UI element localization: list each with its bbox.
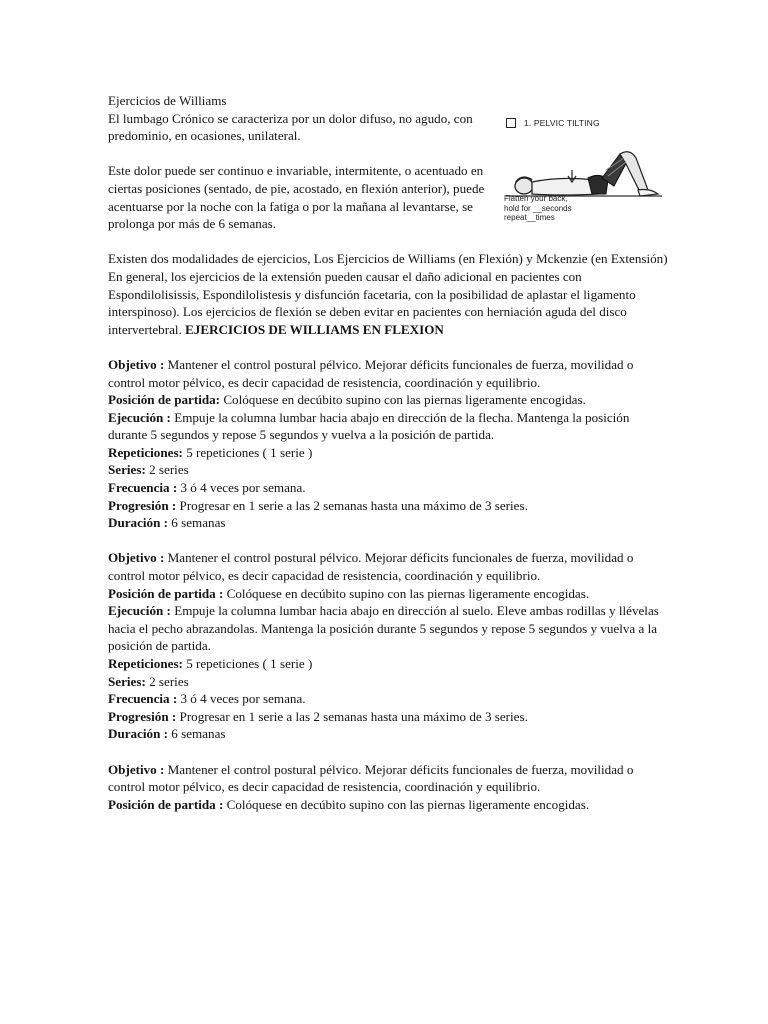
frecuencia-line: Frecuencia : 3 ó 4 veces por semana. bbox=[108, 480, 306, 496]
posicion-line: Posición de partida: Colóquese en decúbito supino con las piernas ligeramente encogidas. bbox=[108, 392, 586, 408]
frecuencia-line: Frecuencia : 3 ó 4 veces por semana. bbox=[108, 691, 306, 707]
objetivo-line: Objetivo : Mantener el control postural pélvico. Mejorar déficits funcionales de fuerza, movilidad o control motor pélvico, es decir capacidad de resistencia, coordinación y equilibrio. bbox=[108, 550, 634, 584]
ejecucion-line: Ejecución : Empuje la columna lumbar hacia abajo en dirección al suelo. Eleve ambas rodillas y llévelas hacia el pecho abrazandolas. Mantenga la posición durante 5 segundos y repose 5 segundos y vuelva a la posición de partida. bbox=[108, 603, 659, 654]
posicion-line: Posición de partida : Colóquese en decúbito supino con las piernas ligeramente encogidas. bbox=[108, 585, 590, 601]
repeticiones-line: Repeticiones: 5 repeticiones ( 1 serie ) bbox=[108, 656, 313, 671]
document-body bbox=[108, 92, 668, 813]
figure-title: 1. PELVIC TILTING bbox=[524, 118, 600, 128]
duracion-line: Duración : 6 semanas bbox=[108, 726, 226, 742]
figure-caption: Flatten your back, hold for __seconds repeat__times bbox=[504, 194, 572, 223]
objetivo-line: Objetivo : Mantener el control postural pélvico. Mejorar déficits funcionales de fuerza, movilidad o control motor pélvico, es decir capacidad de resistencia, coordinación y equilibrio. bbox=[108, 761, 634, 795]
document-heading: Ejercicios de Williams bbox=[108, 93, 227, 108]
series-line: Series: 2 series bbox=[108, 462, 189, 478]
intro-paragraph-2: Este dolor puede ser continuo e invariable, intermitente, o acentuado en ciertas posiciones (sentado, de pie, acostado, en flexión anterior), puede acentuarse por la noche con la fatiga o por la mañana al levantarse, se prolonga por más de 6 semanas. bbox=[108, 163, 485, 232]
exercise-block bbox=[108, 356, 668, 532]
modalities-text: Existen dos modalidades de ejercicios, Los Ejercicios de Williams (en Flexión) y Mckenzie (en Extensión) En general, los ejercicios de la extensión pueden causar el daño adicional en pacientes con Espondilolisissis, Espondilolistesis y disfunción facetaria, con la posibilidad de aplastar el ligamento interspinoso). Los ejercicios de flexión se deben evitar en pacientes con herniación aguda del disco intervertebral. bbox=[108, 251, 668, 337]
progresion-line: Progresión : Progresar en 1 serie a las 2 semanas hasta una máximo de 3 series. bbox=[108, 497, 528, 513]
series-line: Series: 2 series bbox=[108, 673, 189, 689]
modalities-paragraph bbox=[108, 250, 668, 338]
exercise-block bbox=[108, 549, 668, 743]
objetivo-line: Objetivo : Mantener el control postural pélvico. Mejorar déficits funcionales de fuerza, movilidad o control motor pélvico, es decir capacidad de resistencia, coordinación y equilibrio. bbox=[108, 356, 634, 390]
intro-paragraph-1: El lumbago Crónico se caracteriza por un dolor difuso, no agudo, con predominio, en ocasiones, unilateral. bbox=[108, 110, 473, 144]
section-title: EJERCICIOS DE WILLIAMS EN FLEXION bbox=[185, 321, 444, 337]
repeticiones-line: Repeticiones: 5 repeticiones ( 1 serie ) bbox=[108, 444, 313, 460]
posicion-line: Posición de partida : Colóquese en decúbito supino con las piernas ligeramente encogidas. bbox=[108, 796, 590, 812]
ejecucion-line: Ejecución : Empuje la columna lumbar hacia abajo en dirección de la flecha. Mantenga la posición durante 5 segundos y repose 5 segundos y vuelva a la posición de partida. bbox=[108, 409, 630, 443]
exercise-block bbox=[108, 761, 668, 814]
progresion-line: Progresión : Progresar en 1 serie a las 2 semanas hasta una máximo de 3 series. bbox=[108, 708, 528, 724]
duracion-line: Duración : 6 semanas bbox=[108, 515, 226, 531]
